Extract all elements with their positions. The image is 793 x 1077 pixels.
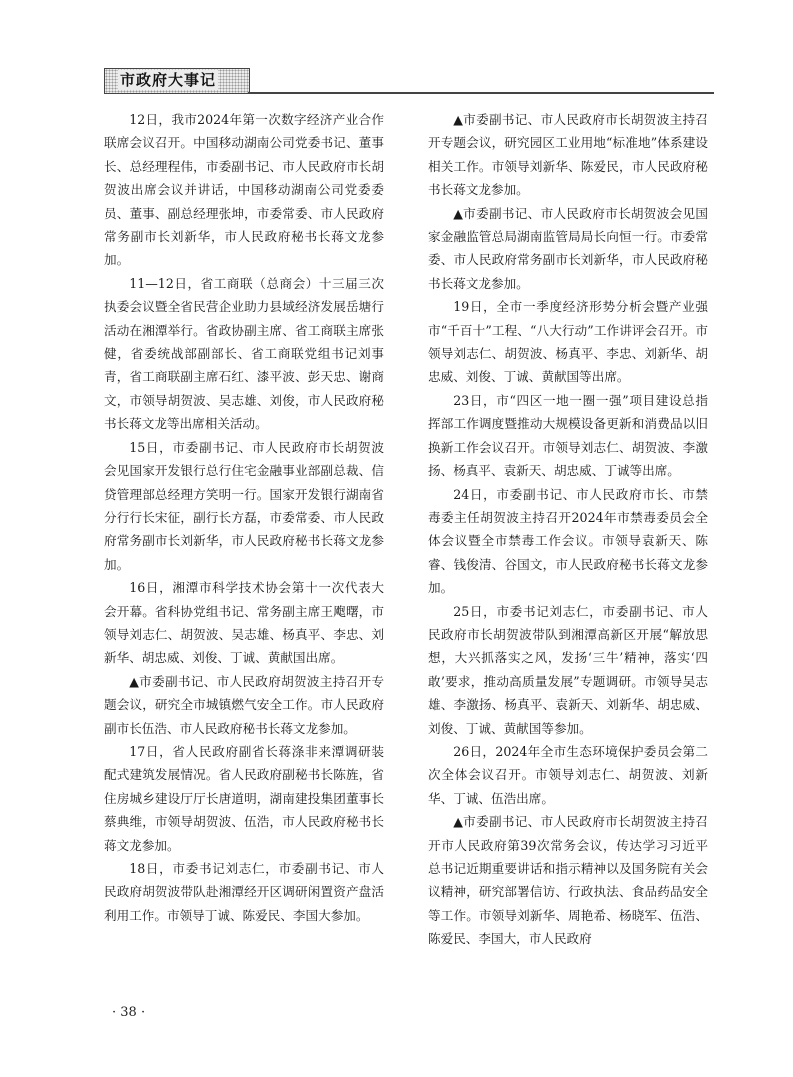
entry-paragraph: ▲市委副书记、市人民政府市长胡贺波主持召开专题会议，研究园区工业用地“标准地”体系建设相关工作。市领导刘新华、陈爱民，市人民政府秘书长蒋文龙参加。 bbox=[428, 112, 708, 198]
entry-paragraph: 19日，全市一季度经济形势分析会暨产业强市“千百十”工程、“八大行动”工作讲评会召开。市领导刘志仁、胡贺波、杨真平、李忠、刘新华、胡忠威、刘俊、丁诚、黄献国等出席。 bbox=[428, 299, 708, 385]
entry-paragraph: 26日，2024年全市生态环境保护委员会第二次全体会议召开。市领导刘志仁、胡贺波、刘新华、丁诚、伍浩出席。 bbox=[428, 743, 708, 806]
entry-paragraph: 18日，市委书记刘志仁，市委副书记、市人民政府胡贺波带队赴湘潭经开区调研闲置资产盘活利用工作。市领导丁诚、陈爱民、李国大参加。 bbox=[104, 861, 384, 923]
entry-paragraph: 11—12日，省工商联（总商会）十三届三次执委会议暨全省民营企业助力县域经济发展岳塘行活动在湘潭举行。省政协副主席、省工商联主席张健，省委统战部副部长、省工商联党组书记刘事青，省工商联副主席石红、漆平波、彭天忠、谢商文，市领导胡贺波、吴志雄、刘俊，市人民政府秘书长蒋文龙等出席相关活动。 bbox=[104, 275, 384, 432]
entry-paragraph: 17日，省人民政府副省长蒋涤非来潭调研装配式建筑发展情况。省人民政府副秘书长陈旌，省住房城乡建设厅厅长唐道明，湖南建投集团董事长蔡典维，市领导胡贺波、伍浩，市人民政府秘书长蒋文龙参加。 bbox=[104, 743, 384, 853]
entry-paragraph: 12日，我市2024年第一次数字经济产业合作联席会议召开。中国移动湖南公司党委书记、董事长、总经理程伟，市委副书记、市人民政府市长胡贺波出席会议并讲话，中国移动湖南公司党委委员、董事、副总经理张坤，市委常委、市人民政府常务副市长刘新华，市人民政府秘书长蒋文龙参加。 bbox=[104, 112, 384, 268]
entry-paragraph: ▲市委副书记、市人民政府胡贺波主持召开专题会议，研究全市城镇燃气安全工作。市人民政府副市长伍浩、市人民政府秘书长蒋文龙参加。 bbox=[104, 673, 384, 736]
section-title: 市政府大事记 bbox=[120, 71, 217, 89]
header-rule bbox=[248, 92, 714, 94]
page-number: · 38 · bbox=[112, 1005, 146, 1020]
entry-paragraph: ▲市委副书记、市人民政府市长胡贺波会见国家金融监管总局湖南监管局局长向恒一行。市委常委、市人民政府常务副市长刘新华，市人民政府秘书长蒋文龙参加。 bbox=[428, 205, 708, 291]
left-column bbox=[104, 108, 384, 927]
entry-paragraph: 16日，湘潭市科学技术协会第十一次代表大会开幕。省科协党组书记、常务副主席王飑曙，市领导刘志仁、胡贺波、吴志雄、杨真平、李忠、刘新华、胡忠威、刘俊、丁诚、黄献国出席。 bbox=[104, 580, 384, 666]
entry-paragraph: ▲市委副书记、市人民政府市长胡贺波主持召开市人民政府第39次常务会议，传达学习习近平总书记近期重要讲话和指示精神以及国务院有关会议精神，研究部署信访、行政执法、食品药品安全等工作。市领导刘新华、周艳希、杨晓军、伍浩、陈爱民、李国大，市人民政府 bbox=[428, 814, 708, 947]
entry-paragraph: 23日，市“四区一地一圈一强”项目建设总指挥部工作调度暨推动大规模设备更新和消费品以旧换新工作会议召开。市领导刘志仁、胡贺波、李激扬、杨真平、袁新天、胡忠威、丁诚等出席。 bbox=[428, 392, 708, 479]
section-header bbox=[104, 68, 714, 94]
right-column bbox=[428, 108, 708, 951]
entry-paragraph: 25日，市委书记刘志仁，市委副书记、市人民政府市长胡贺波带队到湘潭高新区开展“解放思想，大兴抓落实之风，发扬‘三牛’精神，落实‘四敢’要求，推动高质量发展”专题调研。市领导吴志雄、李激扬、杨真平、袁新天、刘新华、胡忠威、刘俊、丁诚、黄献国等参加。 bbox=[428, 603, 708, 736]
entry-paragraph: 24日，市委副书记、市人民政府市长、市禁毒委主任胡贺波主持召开2024年市禁毒委员会全体会议暨全市禁毒工作会议。市领导袁新天、陈睿、钱俊清、谷国文，市人民政府秘书长蒋文龙参加。 bbox=[428, 486, 708, 596]
entry-paragraph: 15日，市委副书记、市人民政府市长胡贺波会见国家开发银行总行住宅金融事业部副总裁、信贷管理部总经理方笑明一行。国家开发银行湖南省分行行长宋征，副行长方磊，市委常委、市人民政府常务副市长刘新华，市人民政府秘书长蒋文龙参加。 bbox=[104, 439, 384, 572]
